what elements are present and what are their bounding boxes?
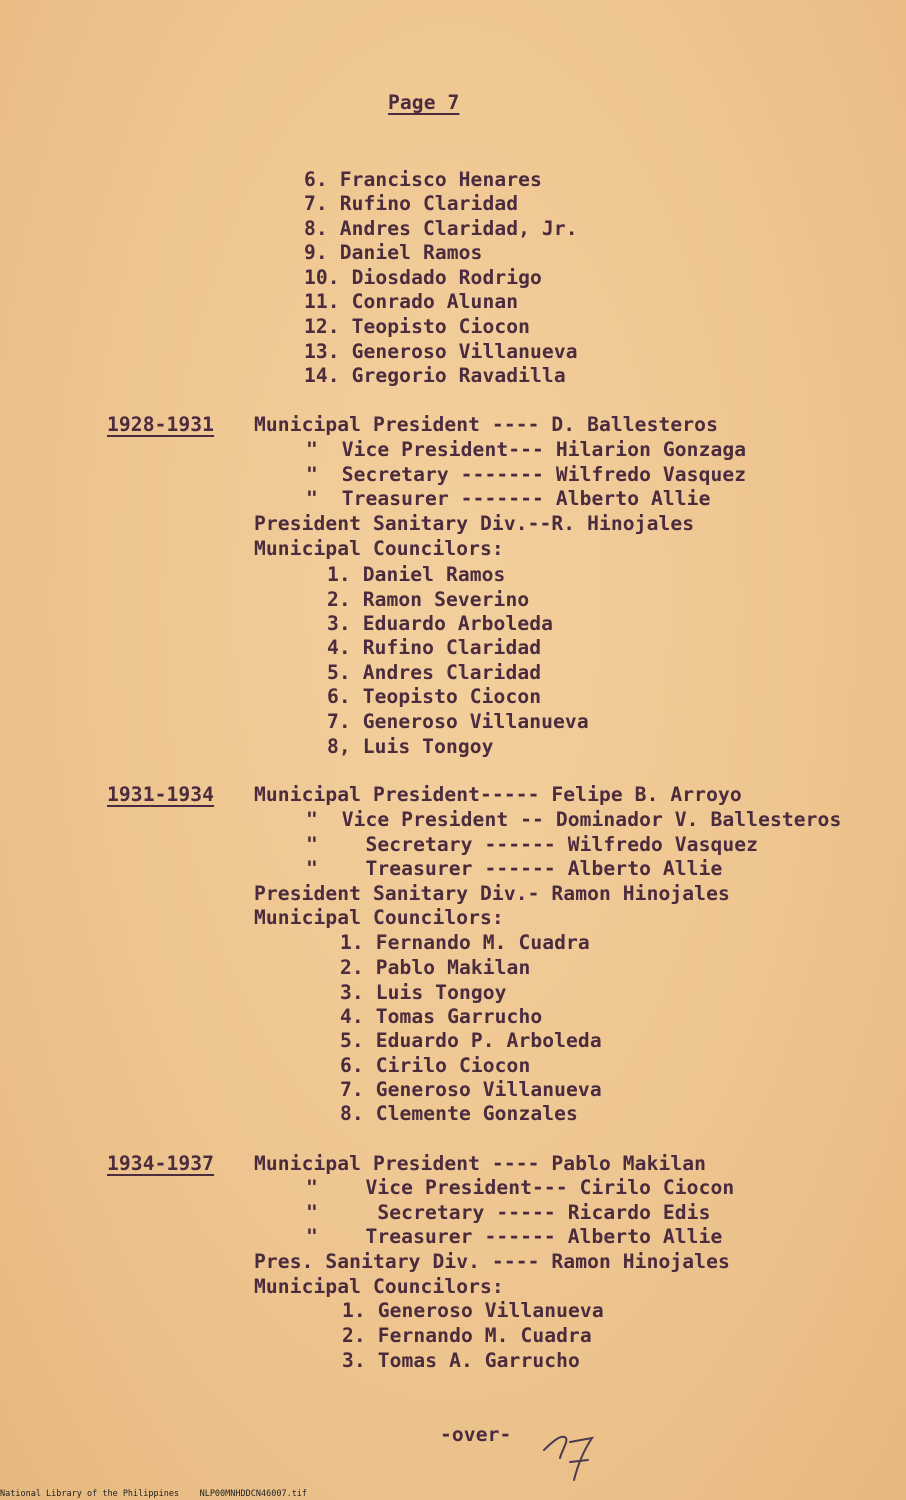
list-item: 6. Francisco Henares — [304, 168, 542, 191]
handwritten-page-number — [540, 1428, 600, 1484]
list-item: 11. Conrado Alunan — [304, 290, 519, 313]
councilor-item: 1. Generoso Villanueva — [342, 1299, 604, 1322]
treasurer-line: " Treasurer ------ Alberto Allie — [306, 1225, 723, 1248]
councilor-item: 2. Fernando M. Cuadra — [342, 1324, 592, 1347]
list-item: 8. Andres Claridad, Jr. — [304, 217, 578, 240]
councilor-item: 3. Eduardo Arboleda — [327, 612, 554, 635]
councilor-item: 1. Fernando M. Cuadra — [340, 931, 590, 954]
list-item: 9. Daniel Ramos — [304, 241, 483, 264]
list-item: 12. Teopisto Ciocon — [304, 315, 531, 338]
president-line: Municipal President ---- D. Ballesteros — [254, 413, 718, 436]
page-title: Page 7 — [388, 91, 460, 114]
councilor-item: 6. Teopisto Ciocon — [327, 685, 542, 708]
term-years: 1928-1931 — [107, 413, 215, 436]
secretary-line: " Secretary ------- Wilfredo Vasquez — [306, 463, 747, 486]
archive-caption: National Library of the Philippines NLP00MNHDDCN46007.tif — [0, 1489, 308, 1499]
president-line: Municipal President----- Felipe B. Arroyo — [254, 783, 742, 806]
vice-president-line: " Vice President -- Dominador V. Ballesteros — [306, 808, 842, 831]
councilor-item: 2. Ramon Severino — [327, 588, 530, 611]
councilor-item: 7. Generoso Villanueva — [340, 1078, 602, 1101]
councilor-item: 4. Rufino Claridad — [327, 636, 542, 659]
sanitary-division-line: President Sanitary Div.- Ramon Hinojales — [254, 882, 730, 905]
list-item: 7. Rufino Claridad — [304, 192, 519, 215]
list-item: 14. Gregorio Ravadilla — [304, 364, 566, 387]
secretary-line: " Secretary ------ Wilfredo Vasquez — [306, 833, 759, 856]
councilor-item: 8. Clemente Gonzales — [340, 1102, 578, 1125]
councilors-heading: Municipal Councilors: — [254, 906, 504, 929]
councilors-heading: Municipal Councilors: — [254, 1275, 504, 1298]
councilor-item: 5. Andres Claridad — [327, 661, 542, 684]
term-years: 1934-1937 — [107, 1152, 215, 1175]
treasurer-line: " Treasurer ------ Alberto Allie — [306, 857, 723, 880]
councilor-item: 2. Pablo Makilan — [340, 956, 531, 979]
president-line: Municipal President ---- Pablo Makilan — [254, 1152, 707, 1175]
list-item: 13. Generoso Villanueva — [304, 340, 578, 363]
councilor-item: 8, Luis Tongoy — [327, 735, 494, 758]
councilor-item: 7. Generoso Villanueva — [327, 710, 589, 733]
vice-president-line: " Vice President--- Cirilo Ciocon — [306, 1176, 735, 1199]
term-years: 1931-1934 — [107, 783, 215, 806]
vice-president-line: " Vice President--- Hilarion Gonzaga — [306, 438, 747, 461]
sanitary-division-line: Pres. Sanitary Div. ---- Ramon Hinojales — [254, 1250, 730, 1273]
councilor-item: 1. Daniel Ramos — [327, 563, 506, 586]
list-item: 10. Diosdado Rodrigo — [304, 266, 542, 289]
secretary-line: " Secretary ----- Ricardo Edis — [306, 1201, 711, 1224]
councilor-item: 3. Luis Tongoy — [340, 981, 507, 1004]
treasurer-line: " Treasurer ------- Alberto Allie — [306, 487, 711, 510]
councilor-item: 4. Tomas Garrucho — [340, 1005, 543, 1028]
councilor-item: 3. Tomas A. Garrucho — [342, 1349, 580, 1372]
sanitary-division-line: President Sanitary Div.--R. Hinojales — [254, 512, 695, 535]
councilor-item: 6. Cirilo Ciocon — [340, 1054, 531, 1077]
councilors-heading: Municipal Councilors: — [254, 537, 504, 560]
over-note: -over- — [440, 1423, 512, 1446]
councilor-item: 5. Eduardo P. Arboleda — [340, 1029, 602, 1052]
